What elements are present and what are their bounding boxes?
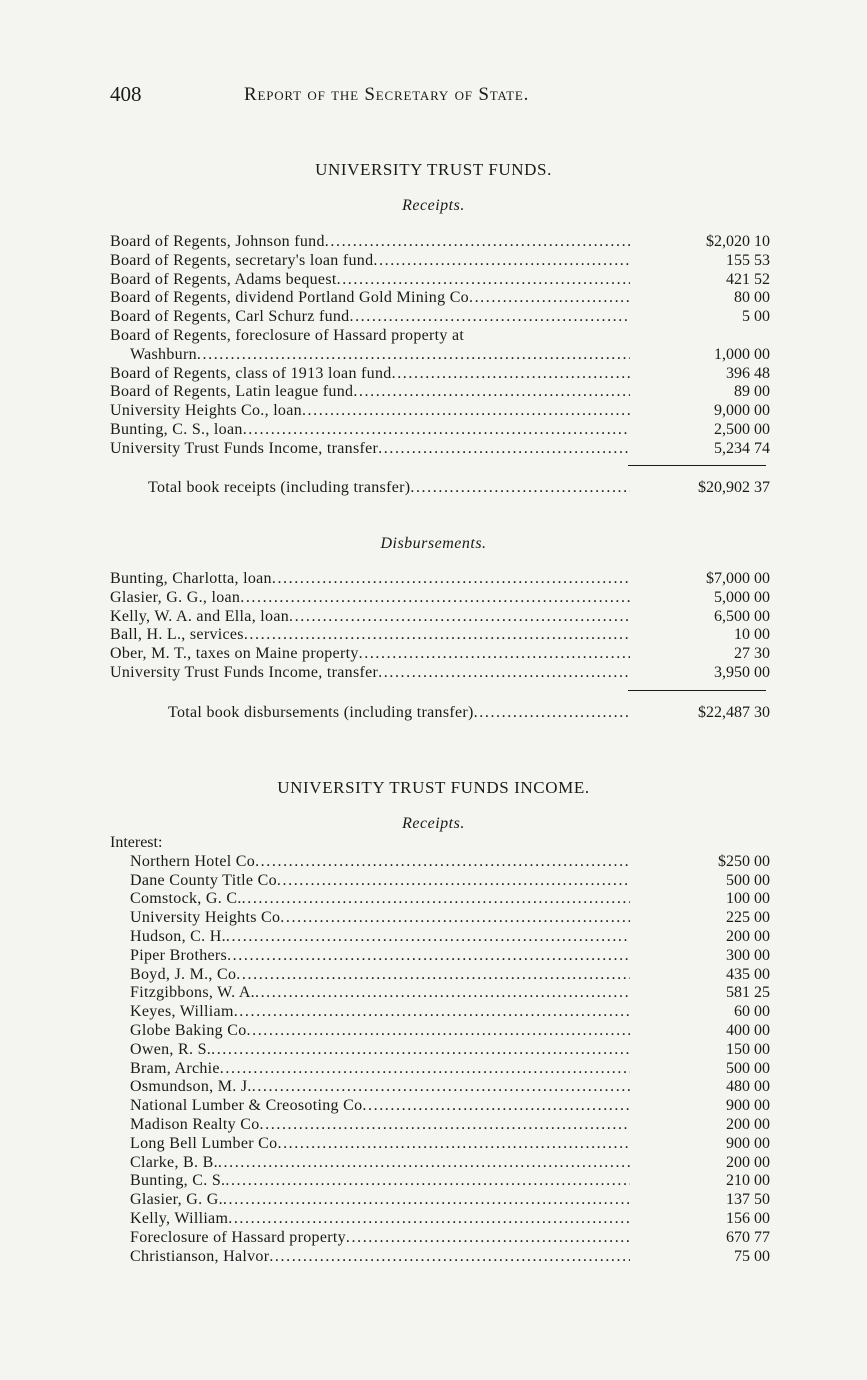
trust-funds-receipts-table <box>110 233 770 459</box>
row-description-text: Board of Regents, dividend Portland Gold Mining Co <box>110 289 469 307</box>
row-description <box>110 383 630 402</box>
row-amount: 225 00 <box>726 909 770 927</box>
receipts-total-row <box>110 478 770 498</box>
row-description <box>110 626 630 645</box>
row-description <box>130 890 630 909</box>
row-description-text: University Trust Funds Income, transfer <box>110 439 379 457</box>
dot-leader <box>325 233 630 252</box>
row-amount: 210 00 <box>726 1172 770 1190</box>
row-description <box>110 421 630 440</box>
row-amount: $250 00 <box>718 852 770 870</box>
dot-leader <box>469 289 630 308</box>
row-amount: 156 00 <box>726 1209 770 1227</box>
row-description-text: Fitzgibbons, W. A. <box>130 984 255 1002</box>
row-amount: 500 00 <box>726 871 770 889</box>
row-description <box>110 664 630 683</box>
row-description-text: Board of Regents, foreclosure of Hassard property at <box>110 326 465 344</box>
row-amount: 396 48 <box>726 364 770 382</box>
ledger-row <box>110 1172 770 1191</box>
ledger-row <box>110 440 770 459</box>
dot-leader <box>240 589 630 608</box>
row-amount: 150 00 <box>726 1040 770 1058</box>
row-description-text: Madison Realty Co <box>130 1115 260 1133</box>
row-description <box>130 872 630 891</box>
ledger-row <box>110 589 770 608</box>
row-amount: 670 77 <box>726 1228 770 1246</box>
disbursements-total-row <box>110 703 770 723</box>
disbursements-total-label: Total book disbursements (including transfer). . . <box>168 703 630 723</box>
row-amount: 75 00 <box>734 1247 770 1265</box>
ledger-row <box>110 271 770 290</box>
row-description <box>130 1041 630 1060</box>
ledger-row <box>110 966 770 985</box>
ledger-row <box>110 626 770 645</box>
row-amount: $7,000 00 <box>706 570 770 587</box>
dot-leader <box>302 402 630 421</box>
row-description-text: Comstock, G. C. <box>130 890 242 908</box>
row-amount: 3,950 00 <box>714 663 770 681</box>
dot-leader <box>220 1060 630 1079</box>
row-description-text: Bunting, C. S. <box>130 1172 226 1190</box>
interest-label-row <box>110 834 770 853</box>
row-amount: 500 00 <box>726 1059 770 1077</box>
dot-leader <box>260 1116 630 1135</box>
row-description-text: Washburn <box>130 345 197 363</box>
ledger-row <box>110 402 770 421</box>
income-receipts-heading: Receipts. <box>402 815 465 832</box>
page-number: 408 <box>110 82 142 106</box>
row-amount: 5 00 <box>742 308 770 326</box>
ledger-row <box>110 1041 770 1060</box>
ledger-row <box>110 346 770 365</box>
row-description-text: Bunting, Charlotta, loan <box>110 570 272 587</box>
row-description-text: Dane County Title Co <box>130 871 277 889</box>
row-description-text: Board of Regents, Carl Schurz fund <box>110 308 350 326</box>
ledger-row <box>110 365 770 384</box>
row-amount: 435 00 <box>726 965 770 983</box>
row-description-text: University Heights Co <box>130 909 281 927</box>
row-description-text: Kelly, William <box>130 1209 229 1227</box>
row-description <box>110 365 630 384</box>
ledger-row <box>110 1135 770 1154</box>
ledger-row <box>110 984 770 1003</box>
row-amount: 421 52 <box>726 270 770 288</box>
income-receipts-table <box>110 834 770 1266</box>
dot-leader <box>289 608 630 627</box>
row-amount: 480 00 <box>726 1078 770 1096</box>
row-description <box>130 1135 630 1154</box>
ledger-row <box>110 1060 770 1079</box>
dot-leader <box>247 1022 631 1041</box>
dot-leader <box>378 440 630 459</box>
row-description <box>130 1229 630 1248</box>
row-amount: 200 00 <box>726 1115 770 1133</box>
dot-leader <box>197 346 630 365</box>
row-description <box>130 947 630 966</box>
ledger-row <box>110 1191 770 1210</box>
ledger-row <box>110 909 770 928</box>
row-description-text: Bunting, C. S., loan <box>110 420 243 438</box>
row-amount: 100 00 <box>726 890 770 908</box>
row-description <box>130 853 630 872</box>
row-description-text: Globe Baking Co <box>130 1021 247 1039</box>
ledger-row <box>110 383 770 402</box>
row-amount: 581 25 <box>726 984 770 1002</box>
row-description <box>130 966 630 985</box>
row-description-text: Northern Hotel Co <box>130 852 256 870</box>
row-description <box>110 308 630 327</box>
ledger-row <box>110 233 770 252</box>
dot-leader <box>211 1041 630 1060</box>
dot-leader <box>337 271 630 290</box>
row-description <box>110 327 630 346</box>
row-amount: 2,500 00 <box>714 420 770 438</box>
row-description <box>130 1248 630 1267</box>
dot-leader <box>272 570 630 589</box>
row-description <box>130 1078 630 1097</box>
row-description <box>130 1060 630 1079</box>
row-description <box>110 402 630 421</box>
row-amount: 10 00 <box>734 626 770 644</box>
row-description <box>130 1210 630 1229</box>
ledger-row <box>110 570 770 589</box>
row-amount: 900 00 <box>726 1097 770 1115</box>
income-title: UNIVERSITY TRUST FUNDS INCOME. <box>277 778 590 797</box>
dot-leader <box>353 383 630 402</box>
row-description-text: National Lumber & Creosoting Co <box>130 1097 363 1115</box>
ledger-row <box>110 1229 770 1248</box>
ledger-row <box>110 1003 770 1022</box>
row-amount: 400 00 <box>726 1021 770 1039</box>
row-description-text: Glasier, G. G. <box>130 1191 223 1209</box>
row-description-text: Piper Brothers <box>130 946 228 964</box>
dot-leader <box>349 308 630 327</box>
row-description-text: Hudson, C. H. <box>130 927 226 945</box>
ledger-row <box>110 1116 770 1135</box>
dot-leader <box>346 1229 630 1248</box>
row-amount: 5,000 00 <box>714 588 770 606</box>
receipts-total-rule <box>628 465 766 466</box>
receipts-total-amount: $20,902 37 <box>698 479 770 496</box>
interest-items <box>110 853 770 1267</box>
ledger-row <box>110 928 770 947</box>
dot-leader <box>255 853 630 872</box>
row-amount: 300 00 <box>726 946 770 964</box>
row-description <box>130 1003 630 1022</box>
row-amount: 137 50 <box>726 1191 770 1209</box>
ledger-row <box>110 1210 770 1229</box>
dot-leader <box>242 890 630 909</box>
ledger-row <box>110 645 770 664</box>
row-description <box>130 1097 630 1116</box>
dot-leader <box>392 365 630 384</box>
row-description <box>130 1172 630 1191</box>
row-description-text: Clarke, B. B. <box>130 1153 218 1171</box>
row-amount: 9,000 00 <box>714 402 770 420</box>
row-amount: 80 00 <box>734 289 770 307</box>
row-amount: 89 00 <box>734 383 770 401</box>
row-amount: 5,234 74 <box>714 439 770 457</box>
disbursements-total-rule <box>628 690 766 691</box>
ledger-row <box>110 421 770 440</box>
row-description-text: Board of Regents, secretary's loan fund <box>110 251 374 269</box>
row-description-text: Board of Regents, class of 1913 loan fund <box>110 364 392 382</box>
ledger-row <box>110 608 770 627</box>
row-description-text: Osmundson, M. J. <box>130 1078 252 1096</box>
row-description <box>110 570 630 589</box>
dot-leader <box>378 664 630 683</box>
ledger-row <box>110 1022 770 1041</box>
dot-leader <box>244 626 630 645</box>
ledger-row <box>110 1154 770 1173</box>
ledger-row <box>110 1097 770 1116</box>
ledger-row <box>110 853 770 872</box>
row-description-text: University Trust Funds Income, transfer <box>110 663 379 681</box>
row-description <box>110 440 630 459</box>
dot-leader <box>227 947 630 966</box>
row-description-text: Glasier, G. G., loan <box>110 588 241 606</box>
dot-leader <box>373 252 630 271</box>
row-description-text: Keyes, William <box>130 1003 234 1021</box>
row-description <box>110 252 630 271</box>
dot-leader <box>228 1210 630 1229</box>
row-amount: $2,020 10 <box>706 233 770 250</box>
ledger-row <box>110 289 770 308</box>
row-amount: 60 00 <box>734 1003 770 1021</box>
ledger-row <box>110 308 770 327</box>
row-description <box>110 589 630 608</box>
row-description-text: University Heights Co., loan <box>110 402 302 420</box>
row-description <box>130 1191 630 1210</box>
row-description-text: Owen, R. S. <box>130 1040 212 1058</box>
row-description-text: Board of Regents, Latin league fund <box>110 383 354 401</box>
row-description <box>110 608 630 627</box>
ledger-row <box>110 872 770 891</box>
row-description-text: Ober, M. T., taxes on Maine property <box>110 645 359 663</box>
dot-leader <box>225 1172 630 1191</box>
ledger-row <box>110 1248 770 1267</box>
trust-funds-receipts-heading: Receipts. <box>402 197 465 214</box>
row-description-text: Boyd, J. M., Co <box>130 965 237 983</box>
ledger-row <box>110 947 770 966</box>
trust-funds-title: UNIVERSITY TRUST FUNDS. <box>315 160 552 179</box>
dot-leader <box>236 966 630 985</box>
trust-funds-disbursements-heading: Disbursements. <box>380 535 487 552</box>
row-description <box>130 1116 630 1135</box>
dot-leader <box>218 1154 630 1173</box>
dot-leader <box>223 1191 630 1210</box>
ledger-row <box>110 890 770 909</box>
dot-leader <box>280 909 630 928</box>
row-description <box>130 928 630 947</box>
dot-leader <box>277 1135 630 1154</box>
row-description <box>130 346 630 365</box>
dot-leader <box>252 1078 630 1097</box>
receipts-total-label: Total book receipts (including transfer). . . <box>148 478 630 498</box>
row-description-text: Board of Regents, Adams bequest <box>110 270 337 288</box>
row-description <box>110 645 630 664</box>
row-description-text: Foreclosure of Hassard property <box>130 1228 346 1246</box>
row-description-text: Board of Regents, Johnson fund <box>110 233 325 250</box>
row-description <box>110 233 630 252</box>
row-amount: 200 00 <box>726 927 770 945</box>
dot-leader <box>243 421 630 440</box>
ledger-row <box>110 664 770 683</box>
row-amount: 900 00 <box>726 1134 770 1152</box>
dot-leader <box>269 1248 630 1267</box>
row-description <box>130 1022 630 1041</box>
row-description <box>130 909 630 928</box>
disbursements-total-amount: $22,487 30 <box>698 704 770 721</box>
row-amount: 1,000 00 <box>714 345 770 363</box>
dot-leader <box>234 1003 630 1022</box>
row-description-text: Long Bell Lumber Co <box>130 1134 278 1152</box>
dot-leader <box>359 645 630 664</box>
row-description-text: Christianson, Halvor <box>130 1247 270 1265</box>
row-description <box>110 289 630 308</box>
dot-leader <box>255 984 630 1003</box>
row-description-text: Bram, Archie <box>130 1059 220 1077</box>
dot-leader <box>362 1097 630 1116</box>
row-amount: 200 00 <box>726 1153 770 1171</box>
row-description <box>130 1154 630 1173</box>
row-description-text: Ball, H. L., services <box>110 626 244 644</box>
trust-funds-disbursements-table <box>110 570 770 683</box>
dot-leader <box>277 872 630 891</box>
row-description <box>130 984 630 1003</box>
ledger-row <box>110 327 770 346</box>
running-head: Report of the Secretary of State. <box>244 84 530 105</box>
ledger-row <box>110 252 770 271</box>
row-description-text: Kelly, W. A. and Ella, loan <box>110 607 290 625</box>
row-amount: 27 30 <box>734 645 770 663</box>
interest-label: Interest: <box>110 834 163 851</box>
row-amount: 155 53 <box>726 251 770 269</box>
dot-leader <box>226 928 630 947</box>
ledger-row <box>110 1078 770 1097</box>
row-description <box>110 271 630 290</box>
row-amount: 6,500 00 <box>714 607 770 625</box>
